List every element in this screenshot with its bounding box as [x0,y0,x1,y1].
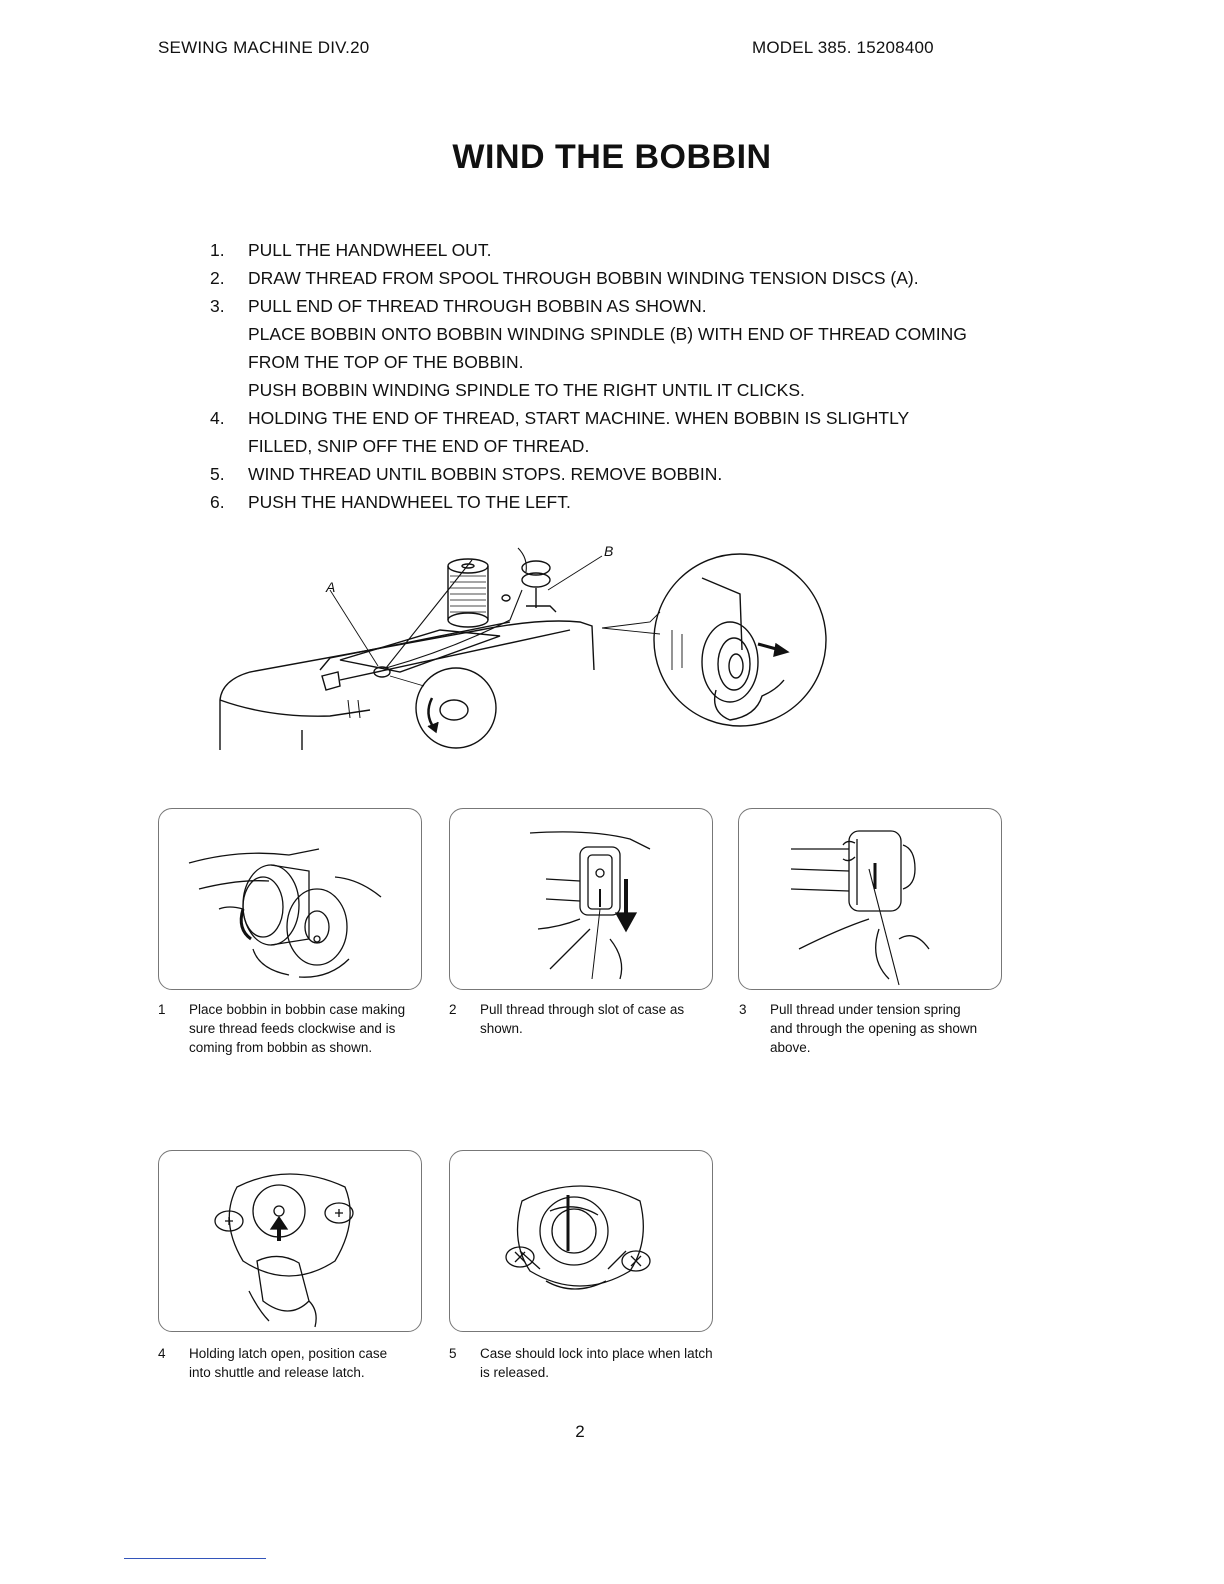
illustration-panel-5 [449,1150,713,1332]
caption-number: 3 [739,1002,747,1017]
illustration-panel-1 [158,808,422,990]
step-text: HOLDING THE END OF THREAD, START MACHINE. WHEN BOBBIN IS SLIGHTLY [248,408,910,428]
step-item [210,488,1010,516]
step-text: PUSH THE HANDWHEEL TO THE LEFT. [248,492,571,512]
caption-number: 2 [449,1002,457,1017]
step-number: 2. [210,268,225,288]
step-text: DRAW THREAD FROM SPOOL THROUGH BOBBIN WINDING TENSION DISCS (A). [248,268,919,288]
step-text: FROM THE TOP OF THE BOBBIN. [248,352,524,372]
figure-label-a: A [326,579,336,595]
header-section-title: SEWING MACHINE DIV.20 [158,38,370,57]
step-text: PULL END OF THREAD THROUGH BOBBIN AS SHOWN. [248,296,707,316]
page-title: WIND THE BOBBIN [452,138,772,176]
step-text: PUSH BOBBIN WINDING SPINDLE TO THE RIGHT UNTIL IT CLICKS. [248,380,805,400]
caption-number: 4 [158,1346,166,1361]
caption-number: 1 [158,1002,166,1017]
step-item [210,264,1010,292]
step-text: WIND THREAD UNTIL BOBBIN STOPS. REMOVE BOBBIN. [248,464,723,484]
caption-text: Pull thread through slot of case as shown. [480,1002,685,1036]
illustration-panel-3 [738,808,1002,990]
step-item [210,236,1010,264]
step-text: FILLED, SNIP OFF THE END OF THREAD. [248,436,590,456]
step-text: PULL THE HANDWHEEL OUT. [248,240,492,260]
step-number: 5. [210,464,225,484]
caption-text: Holding latch open, position case into shuttle and release latch. [189,1346,388,1380]
figure-label-b: B [604,543,614,559]
step-item [210,460,1010,488]
caption-text: Place bobbin in bobbin case making sure thread feeds clockwise and is coming from bobbin as shown. [189,1002,406,1055]
step-number: 4. [210,408,225,428]
step-text: PLACE BOBBIN ONTO BOBBIN WINDING SPINDLE (B) WITH END OF THREAD COMING [248,324,967,344]
step-item [210,292,1010,404]
step-number: 3. [210,296,225,316]
instruction-steps [210,236,1010,516]
step-number: 1. [210,240,225,260]
bobbin-winding-illustration [210,540,840,760]
footer-rule [124,1558,266,1559]
page-number: 2 [575,1422,585,1441]
caption-text: Case should lock into place when latch is released. [480,1346,713,1380]
illustration-panel-2 [449,808,713,990]
caption-number: 5 [449,1346,457,1361]
caption-text: Pull thread under tension spring and through the opening as shown above. [770,1002,978,1055]
step-item [210,404,1010,460]
header-model-number: MODEL 385. 15208400 [752,38,934,57]
illustration-panel-4 [158,1150,422,1332]
step-number: 6. [210,492,225,512]
